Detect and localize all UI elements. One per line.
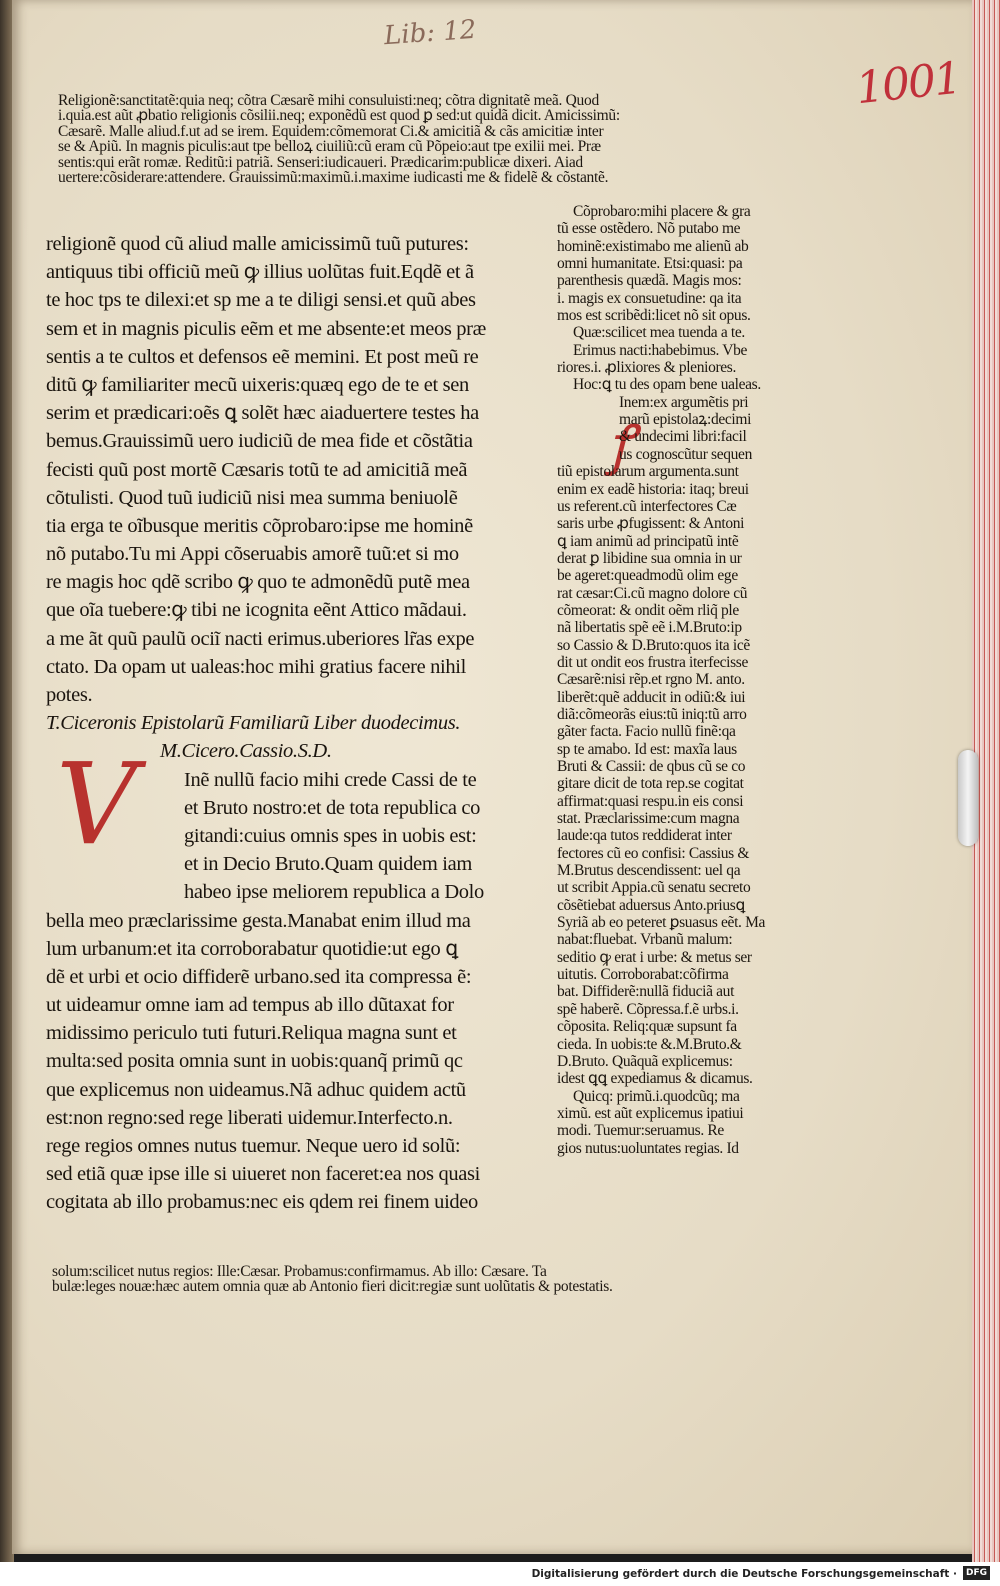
side-line: cõsẽtiebat aduersus Anto.priusꝗ	[557, 896, 745, 914]
side-line: idest ꝗꝗ expediamus & dicamus.	[557, 1070, 753, 1088]
side-line: ut scribit Appia.cũ senatu secreto	[557, 879, 751, 897]
red-initial-letter: V	[56, 740, 137, 870]
letter-line: cogitata ab illo probamus:nec eis qdem rei finem uideo	[46, 1191, 478, 1214]
side-line: diã:cõmeorãs eius:tũ iniq:tũ arro	[557, 705, 747, 723]
side-line: us cognoscũtur sequen	[619, 445, 752, 463]
side-line: Cõprobaro:mihi placere & gra	[573, 203, 751, 220]
letter-line: gitandi:cuius omnis spes in uobis est:	[184, 824, 477, 847]
side-line: seditio ꝙ erat i urbe: & metus ser	[557, 948, 752, 966]
side-line: Quicq: primũ.i.quodcũq; ma	[573, 1087, 740, 1105]
side-line: D.Bruto. Quãquã explicemus:	[557, 1052, 733, 1070]
letter-line: et in Decio Bruto.Quam quidem iam	[184, 853, 472, 876]
letter-line: Inẽ nullũ facio mihi crede Cassi de te	[184, 768, 477, 791]
gloss-line: solum:scilicet nutus regios: Ille:Cæsar. Probamus:confirmamus. Ab illo: Cæsare. Ta	[52, 1263, 547, 1280]
side-line: ꝗ iam animũ ad principatũ intẽ	[557, 532, 739, 550]
gloss-line: uertere:cõsiderare:attendere. Grauissimũ:maximũ.i.maxime iudicasti me & fidelẽ & cõstantẽ.	[58, 169, 609, 187]
side-line: be ageret:queadmodũ olim ege	[557, 567, 738, 585]
footer-credit: Digitalisierung gefördert durch die Deutsche Forschungsgemeinschaft ·	[531, 1568, 957, 1580]
side-line: riores.i. ꝓlixiores & pleniores.	[557, 359, 737, 377]
letter-line: bella meo præclarissime gesta.Manabat enim illud ma	[46, 909, 471, 932]
side-line: nã libertatis spẽ eẽ i.M.Bruto:ip	[557, 619, 742, 637]
side-line: nabat:fluebat. Vrbanũ malum:	[557, 931, 733, 949]
side-line: ximũ. est aũt explicemus ipatiui	[557, 1104, 744, 1122]
main-line: nõ putabo.Tu mi Appi cõseruabis amorẽ tuũ:et si mo	[46, 543, 459, 566]
side-line: tũ esse ostẽdero. Nõ putabo me	[557, 220, 741, 238]
side-line: spẽ haberẽ. Cõpressa.f.ẽ urbs.i.	[557, 1000, 739, 1018]
side-line: hominẽ:existimabo me alienũ ab	[557, 237, 749, 255]
red-initial-mark: ꝭ	[608, 413, 634, 476]
side-line: bat. Diffiderẽ:nullã fiduciã aut	[557, 983, 735, 1001]
main-line: tia erga te oĩbusque meritis cõprobaro:ipse me hominẽ	[46, 514, 473, 537]
side-line: cõmeorat: & ondit oẽm rliq̃ ple	[557, 601, 739, 619]
main-line: re magis hoc qdẽ scribo ꝙ quo te admonẽdũ putẽ mea	[46, 571, 470, 594]
main-line: serim et prædicari:oẽs ꝗ solẽt hæc aiaduertere testes ha	[46, 402, 479, 425]
side-gloss-column	[557, 203, 857, 1157]
side-line: affirmat:quasi respu.in eis consi	[557, 792, 744, 810]
letter-line: rege regios omnes nutus tuemur. Neque uero id solũ:	[46, 1135, 461, 1157]
side-line: enim ex eadẽ historia: itaq; breui	[557, 480, 749, 498]
side-line: fectores cũ eo confisi: Cassius &	[557, 844, 750, 862]
side-line: Syriã ab eo peteret ꝑsuasus eẽt. Ma	[557, 914, 766, 932]
letter-line: ut uideamur omne iam ad tempus ab illo dũtaxat for	[46, 994, 454, 1017]
side-line: stat. Præclarissime:cum magna	[557, 810, 740, 828]
main-line: que oĩa tuebere:ꝙ tibi ne icognita eẽnt Attico mãdaui.	[46, 599, 467, 622]
side-line: derat ꝑ libidine sua omnia in ur	[557, 549, 742, 567]
side-line: mos est scribẽdi:licet nõ sit opus.	[557, 307, 751, 325]
top-gloss	[58, 93, 848, 185]
letter-line: lum urbanum:et ita corroborabatur quotidie:ut ego ꝗ	[46, 937, 458, 960]
side-line: & undecimi libri:facil	[619, 428, 747, 446]
main-line: antiquus tibi officiũ meũ ꝙ illius uolũtas fuit.Eqdẽ et ã	[46, 261, 474, 284]
side-line: gãter facta. Facio nullũ finẽ:qa	[557, 723, 736, 741]
main-line: potes.	[46, 684, 93, 706]
side-line: Cæsarẽ:nisi rẽp.et rgno M. anto.	[557, 671, 745, 689]
side-line: Inem:ex argumẽtis pri	[619, 393, 749, 411]
side-line: sp te amabo. Id est: maxĩa laus	[557, 740, 737, 758]
gloss-line: sentis:qui erãt romæ. Reditũ:i patriã. Senseri:iudicaueri. Prædicarim:publicæ dixeri. Aiad	[58, 153, 583, 171]
letter-heading: M.Cicero.Cassio.S.D.	[160, 740, 332, 763]
gloss-line: se & Apiũ. In magnis piculis:aut tpe belloꝝ ciuiliũ:cũ eram cũ Põpeio:aut tpe exilii mei. Præ	[58, 138, 601, 156]
side-line: laude:qa tutos reddiderat inter	[557, 827, 732, 845]
main-line: cõtulisti. Quod tuũ iudiciũ nisi mea summa beniuolẽ	[46, 486, 458, 509]
main-line: fecisti quũ post mortẽ Cæsaris totũ te ad amicitiã meã	[46, 458, 468, 481]
side-line: Bruti & Cassii: de qbus cũ se co	[557, 758, 746, 775]
side-line: dit ut ondit eos frustra iterfecisse	[557, 653, 748, 671]
gloss-line: bulæ:leges nouæ:hæc autem omnia quæ ab Antonio fieri dicit:regiæ sunt uolũtatis & potestatis.	[52, 1278, 613, 1296]
main-text-column	[46, 230, 546, 1217]
side-line: M.Brutus descendissent: uel qa	[557, 862, 741, 880]
side-line: marũ epistolaꝝ:decimi	[619, 411, 752, 429]
gloss-line: i.quia.est aũt ꝓbatio religionis cõsilii.neq; exponẽdũ est quod ꝑ sed:ut quidã dicit. Amicissimũ:	[58, 107, 620, 125]
main-line: sem et in magnis piculis eẽm et me absente:et meos præ	[46, 317, 486, 340]
side-line: gitare dicit de tota rep.se cogitat	[557, 775, 744, 793]
side-line: cõposita. Reliq:quæ supsunt fa	[557, 1018, 737, 1036]
handwritten-folio-top: Lib: 12	[383, 14, 478, 52]
main-line: religionẽ quod cũ aliud malle amicissimũ tuũ putures:	[46, 233, 469, 255]
side-line: tiũ epistolarum argumenta.sunt	[557, 463, 739, 481]
main-line: ctato. Da opam ut ualeas:hoc mihi gratius facere nihil	[46, 655, 466, 678]
side-line: rat cæsar:Ci.cũ magno dolore cũ	[557, 584, 748, 602]
side-line: omni humanitate. Etsi:quasi: pa	[557, 255, 743, 273]
main-line: ditũ ꝙ familiariter mecũ uixeris:quæq ego de te et sen	[46, 373, 469, 396]
letter-line: que explicemus non uideamus.Nã adhuc quidem actũ	[46, 1078, 466, 1101]
side-line: modi. Tuemur:seruamus. Re	[557, 1122, 724, 1140]
letter-line: habeo ipse meliorem republica a Dolo	[184, 881, 484, 904]
side-line: saris urbe ꝓfugissent: & Antoni	[557, 515, 745, 533]
side-line: Quæ:scilicet mea tuenda a te.	[573, 324, 745, 342]
letter-line: est:non regno:sed rege liberati uidemur.Interfecto.n.	[46, 1106, 453, 1129]
handwritten-folio-red: 1001	[853, 52, 963, 115]
main-line: a me ãt quũ paulũ ociĩ nacti erimus.uberiores lr̃as expe	[46, 627, 475, 650]
main-line: sentis a te cultos et defensos eẽ memini. Et post meũ re	[46, 345, 479, 368]
side-line: cieda. In uobis:te &.M.Bruto.&	[557, 1035, 742, 1053]
digitization-footer	[0, 1562, 1000, 1585]
side-line: uitutis. Corroborabat:cõfirma	[557, 966, 729, 984]
side-line: so Cassio & D.Bruto:quos ita icẽ	[557, 636, 750, 654]
side-line: gios nutus:uoluntates regias. Id	[557, 1139, 739, 1157]
dfg-logo: DFG	[963, 1566, 990, 1580]
bottom-gloss	[52, 1264, 822, 1295]
side-line: Erimus nacti:habebimus. Vbe	[573, 341, 748, 359]
letter-line: multa:sed posita omnia sunt in uobis:quanq̃ primũ qc	[46, 1050, 463, 1073]
letter-line: dẽ et urbi et ocio diffiderẽ urbano.sed ita compressa ẽ:	[46, 965, 472, 988]
side-line: i. magis ex consuetudine: qa ita	[557, 289, 742, 307]
side-line: parenthesis quædã. Magis mos:	[557, 272, 742, 290]
letter-line: et Bruto nostro:et de tota republica co	[184, 796, 481, 819]
gloss-line: Cæsarẽ. Malle aliud.f.ut ad se irem. Equidem:cõmemorat Ci.& amicitiã & cãs amicitiæ inter	[58, 122, 604, 140]
side-line: liberẽt:quẽ adducit in odiũ:& iui	[557, 688, 746, 706]
page-clip	[958, 750, 978, 846]
main-line: te hoc tps te dilexi:et sp me a te diligi sensi.et quũ abes	[46, 289, 476, 312]
book-heading: T.Ciceronis Epistolarũ Familiarũ Liber duodecimus.	[46, 712, 461, 735]
side-line: us referent.cũ interfectores Cæ	[557, 497, 737, 515]
letter-line: sed etiã quæ ipse ille si uiueret non faceret:ea nos quasi	[46, 1163, 480, 1186]
main-line: bemus.Grauissimũ uero iudiciũ de mea fide et cõstãtia	[46, 430, 473, 453]
gloss-line: Religionẽ:sanctitatẽ:quia neq; cõtra Cæsarẽ mihi consuluisti:neq; cõtra dignitatẽ meã. Quod	[58, 92, 599, 109]
side-line: Hoc:ꝗ tu des opam bene ualeas.	[573, 376, 761, 394]
letter-line: midissimo periculo tuti futuri.Reliqua magna sunt et	[46, 1022, 457, 1045]
